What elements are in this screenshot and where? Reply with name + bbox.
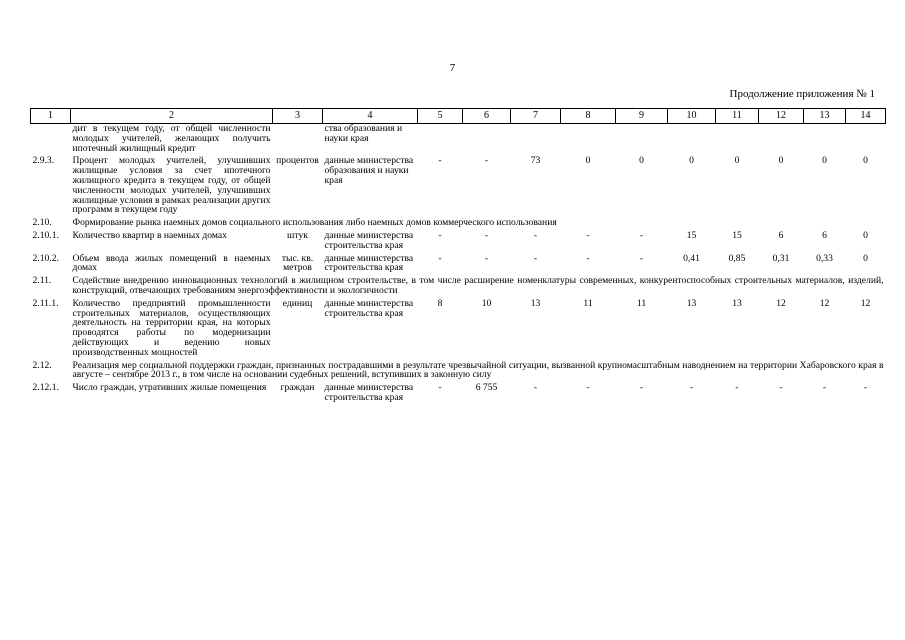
row-value: - [639, 252, 644, 264]
row-value: - [438, 229, 442, 241]
row-value: 11 [636, 297, 647, 309]
row-value [846, 124, 886, 154]
row-indicator: Число граждан, утративших жилые помещения [72, 382, 267, 394]
section-title: Реализация мер социальной поддержки граждан, признанных пострадавшими в результате чрезвычайной ситуации, вызванной крупномасштабным наводнением на территории Хабаровского края в августе – сентябре 2013 г., в том числе на основании судебных решений, вступивших в законную силу [72, 359, 884, 381]
row-code [31, 124, 71, 154]
row-value: - [586, 252, 590, 264]
table-row [31, 254, 886, 274]
row-value: - [639, 229, 644, 241]
row-indicator: Процент молодых учителей, улучшивших жилищные условия за счет ипотечного жилищного кредита в текущем году, от общей численности молодых учителей, улучшивших жилищные условия в рамках реализации других программ в текущем году [72, 155, 271, 216]
row-code: 2.9.3. [32, 155, 55, 167]
row-value [418, 124, 463, 154]
row-unit: граждан [280, 382, 315, 394]
row-value: 12 [819, 297, 830, 309]
row-source: данные министерства строительства края [324, 229, 414, 251]
row-indicator: Объем ввода жилых помещений в наемных домах [72, 252, 271, 274]
row-value: - [438, 382, 442, 394]
row-value: 0 [863, 155, 868, 167]
row-unit: процентов [276, 155, 319, 167]
column-number: 1 [31, 109, 71, 124]
row-value: - [639, 382, 644, 394]
section-code: 2.12. [32, 359, 52, 371]
row-value: 13 [686, 297, 697, 309]
row-code: 2.11.1. [32, 297, 59, 309]
row-value [804, 124, 846, 154]
continuation-label: Продолжение приложения № 1 [729, 88, 875, 100]
column-number: 11 [716, 109, 759, 124]
row-value: - [822, 382, 827, 394]
row-value: - [533, 229, 538, 241]
column-number: 14 [846, 109, 886, 124]
row-value: 0 [863, 229, 868, 241]
section-title: Формирование рынка наемных домов социального использования либо наемных домов коммерческого использования [72, 217, 557, 229]
row-value: - [735, 382, 739, 394]
row-value: 0,41 [683, 252, 700, 264]
section-title: Содействие внедрению инновационных технологий в жилищном строительстве, в том числе расширение номенклатуры современных, конкурентоспособных строительных материалов, изделий, конструкций, отвечающих требованиям энергоэффективности и экологичности [72, 275, 884, 296]
row-indicator: Количество предприятий промышленности строительных материалов, осуществляющих деятельность на территории края, на которых проводятся работы по модернизации действующих и ведению новых производственных мощностей [72, 297, 271, 358]
column-number: 7 [511, 109, 561, 124]
row-unit: штук [287, 229, 308, 241]
column-number: 5 [418, 109, 463, 124]
column-number: 4 [323, 109, 418, 124]
row-value: - [484, 155, 489, 167]
row-value: 10 [481, 297, 492, 309]
section-row [31, 276, 886, 296]
section-code: 2.10. [32, 217, 52, 229]
row-value: 6 755 [475, 382, 498, 394]
row-value: - [689, 382, 694, 394]
row-value: 15 [686, 229, 697, 241]
column-number: 13 [804, 109, 846, 124]
row-value: 13 [732, 297, 742, 309]
table-row [31, 231, 886, 251]
section-row [31, 361, 886, 381]
row-indicator: Количество квартир в наемных домах [72, 229, 227, 241]
row-value [668, 124, 716, 154]
row-source: ства образования и науки края [324, 123, 403, 144]
column-number: 8 [561, 109, 616, 124]
row-value: 12 [776, 297, 786, 309]
row-code: 2.10.2. [32, 252, 59, 264]
row-value: 0 [822, 155, 827, 167]
row-value: 0 [863, 252, 868, 264]
row-unit: тыс. кв. метров [281, 252, 314, 274]
row-value: 0 [778, 155, 784, 167]
row-value: - [863, 382, 868, 394]
row-value: - [779, 382, 783, 394]
row-value: - [484, 252, 489, 264]
column-number: 12 [759, 109, 804, 124]
row-code: 2.10.1. [32, 229, 59, 241]
indicators-table [30, 108, 886, 403]
column-number: 9 [616, 109, 668, 124]
row-unit [273, 124, 323, 154]
column-number: 2 [71, 109, 273, 124]
row-value: 0 [585, 155, 591, 167]
row-value [716, 124, 759, 154]
page-number: 7 [449, 62, 456, 74]
row-value: 0,33 [816, 252, 833, 264]
row-value: 0,31 [772, 252, 790, 264]
row-source: данные министерства строительства края [324, 252, 414, 274]
row-indicator: дит в текущем году, от общей численности молодых учителей, желающих получить ипотечный жилищный кредит [72, 123, 271, 154]
row-unit: единиц [282, 297, 313, 309]
table-row [31, 156, 886, 215]
row-value: - [438, 155, 442, 167]
row-source: данные министерства строительства края [324, 297, 414, 319]
section-row [31, 218, 886, 228]
row-value: 0 [689, 155, 694, 167]
column-number: 6 [463, 109, 511, 124]
row-value: 8 [437, 297, 443, 309]
table-row [31, 383, 886, 403]
row-value [759, 124, 804, 154]
header-row [31, 109, 886, 124]
row-value: 13 [530, 297, 541, 309]
row-value [561, 124, 616, 154]
section-code: 2.11. [32, 275, 52, 287]
row-value [511, 124, 561, 154]
row-value: 6 [822, 229, 827, 241]
table-row [31, 124, 886, 154]
row-value: 0 [734, 155, 740, 167]
row-value: - [438, 252, 442, 264]
column-number: 3 [273, 109, 323, 124]
row-source: данные министерства образования и науки края [324, 155, 414, 186]
row-value: 6 [778, 229, 784, 241]
row-value: 73 [530, 155, 541, 167]
row-value: 0,85 [728, 252, 746, 264]
row-source: данные министерства строительства края [324, 382, 414, 403]
row-value: 0 [639, 155, 644, 167]
column-number: 10 [668, 109, 716, 124]
row-value: - [586, 382, 590, 394]
row-value: 11 [583, 297, 593, 309]
table-row [31, 299, 886, 358]
row-value: - [586, 229, 590, 241]
row-value: - [533, 382, 538, 394]
row-value [616, 124, 668, 154]
row-code: 2.12.1. [32, 382, 59, 394]
row-value [463, 124, 511, 154]
row-value: 15 [732, 229, 742, 241]
row-value: 12 [860, 297, 871, 309]
row-value: - [484, 229, 489, 241]
row-value: - [533, 252, 538, 264]
